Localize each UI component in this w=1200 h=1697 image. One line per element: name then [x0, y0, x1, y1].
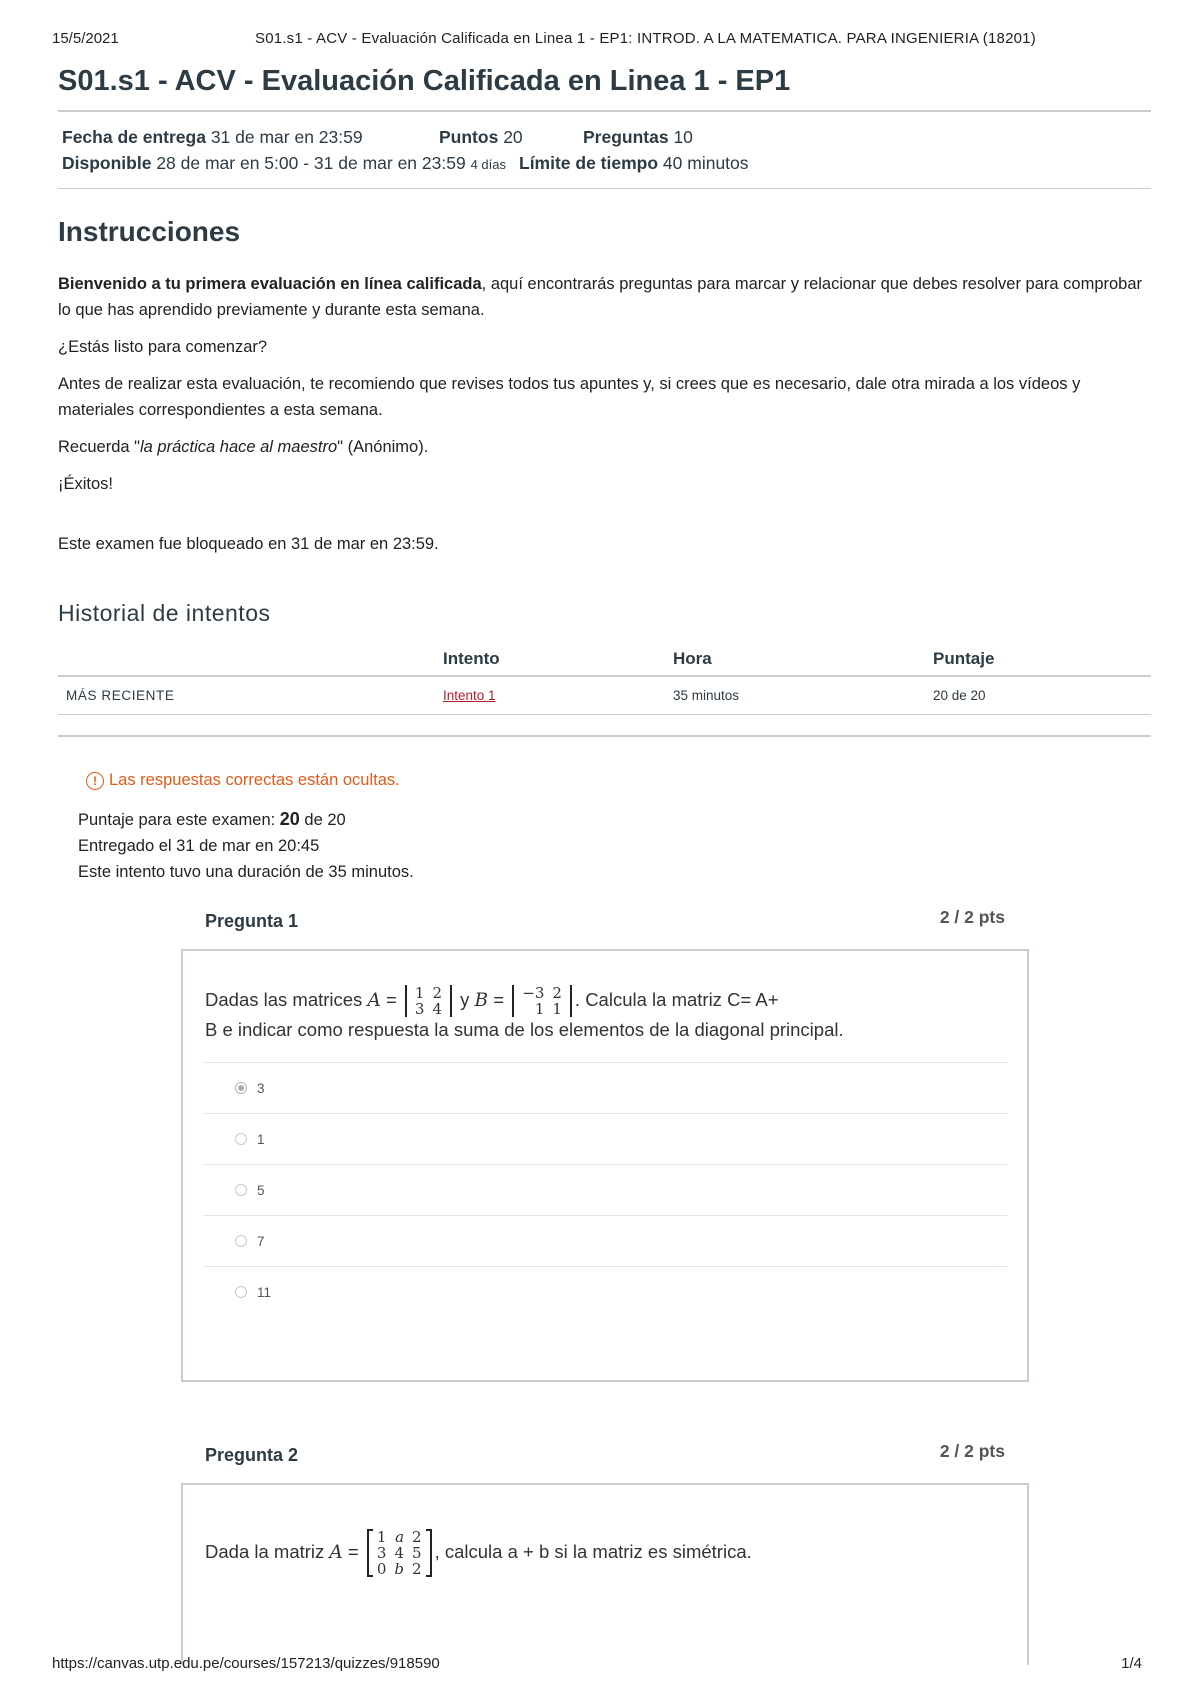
instructions-p4: Recuerda "la práctica hace al maestro" (Anónimo).	[58, 438, 429, 456]
col-header-time: Hora	[673, 643, 933, 676]
due-date: Fecha de entrega 31 de mar en 23:59	[62, 127, 363, 147]
question-2	[181, 1439, 1029, 1665]
hidden-answers-warning: ! Las respuestas correctas están ocultas.	[86, 771, 1151, 790]
radio-icon[interactable]	[235, 1235, 247, 1247]
print-doc-title: S01.s1 - ACV - Evaluación Calificada en Linea 1 - EP1: INTROD. A LA MATEMATICA. PARA INGENIERIA (18201)	[255, 30, 1036, 47]
question-points: 2 / 2 pts	[939, 1441, 1005, 1461]
submitted-line: Entregado el 31 de mar en 20:45	[78, 837, 320, 855]
question-1	[181, 905, 1029, 1382]
attempt-label: MÁS RECIENTE	[58, 676, 443, 715]
page-title: S01.s1 - ACV - Evaluación Calificada en Linea 1 - EP1	[58, 62, 1151, 112]
attempts-header-row	[58, 643, 1151, 676]
score-line: Puntaje para este examen: 20 de 20	[78, 809, 346, 829]
answer-option[interactable]: 7	[203, 1215, 1007, 1266]
quiz-details	[58, 112, 1151, 189]
answer-option[interactable]: 5	[203, 1164, 1007, 1215]
instructions-p2: ¿Estás listo para comenzar?	[58, 338, 268, 356]
history-heading: Historial de intentos	[58, 600, 271, 626]
instructions-p5: ¡Éxitos!	[58, 475, 114, 493]
instructions-heading: Instrucciones	[58, 216, 241, 247]
answer-list	[203, 1062, 1007, 1339]
availability: Disponible 28 de mar en 5:00 - 31 de mar en 23:59 4 días	[62, 153, 506, 173]
print-page-number: 1/4	[1121, 1655, 1142, 1672]
answer-option[interactable]: 11	[203, 1266, 1007, 1317]
instructions-p3: Antes de realizar esta evaluación, te recomiendo que revises todos tus apuntes y, si crees que es necesario, dale otra mirada a los vídeos y materiales correspondientes a esta semana.	[58, 375, 1081, 419]
print-date: 15/5/2021	[52, 30, 119, 47]
points: Puntos 20	[439, 127, 523, 147]
print-url: https://canvas.utp.edu.pe/courses/157213/quizzes/918590	[52, 1655, 440, 1672]
print-footer	[0, 1655, 1200, 1677]
time-limit: Límite de tiempo 40 minutos	[519, 153, 749, 173]
attempt-score: 20 de 20	[933, 676, 1151, 715]
matrix-a: 1 a 2 3 4 5 0 b 2	[367, 1529, 432, 1577]
col-header-score: Puntaje	[933, 643, 1151, 676]
instructions-body	[58, 271, 1151, 497]
answer-option[interactable]: 1	[203, 1113, 1007, 1164]
radio-icon[interactable]	[235, 1133, 247, 1145]
matrix-b: −3 2 1 1	[512, 985, 572, 1017]
duration-line: Este intento tuvo una duración de 35 minutos.	[78, 863, 414, 881]
question-text: Dadas las matrices A = 1 2 3 4 y B = −3 2 1 1 . Calcula la matriz C= A+ B e indicar como respuesta la suma de los elementos de la diagonal principal.	[205, 984, 844, 1040]
warning-icon: !	[86, 772, 104, 790]
matrix-a: 1 2 3 4	[405, 985, 452, 1017]
question-box	[181, 1483, 1029, 1665]
quiz-content	[58, 62, 1151, 885]
col-header-attempt: Intento	[443, 643, 673, 676]
attempt-link[interactable]: Intento 1	[443, 688, 496, 703]
answer-option[interactable]: 3	[203, 1062, 1007, 1113]
question-box	[181, 949, 1029, 1382]
col-header-label	[58, 643, 443, 676]
result-summary	[78, 806, 1151, 885]
attempts-table	[58, 643, 1151, 715]
question-name: Pregunta 1	[205, 911, 299, 931]
attempt-time: 35 minutos	[673, 676, 933, 715]
radio-selected-icon[interactable]	[235, 1082, 247, 1094]
question-points: 2 / 2 pts	[939, 907, 1005, 927]
radio-icon[interactable]	[235, 1286, 247, 1298]
question-text: Dada la matriz A = 1 a 2 3 4 5 0 b 2 , calcula a + b si la matriz es simétrica.	[205, 1528, 752, 1578]
locked-notice: Este examen fue bloqueado en 31 de mar en 23:59.	[58, 535, 439, 553]
table-row	[58, 676, 1151, 715]
radio-icon[interactable]	[235, 1184, 247, 1196]
print-header	[0, 30, 1200, 52]
divider	[58, 735, 1151, 737]
question-name: Pregunta 2	[205, 1445, 299, 1465]
questions-count: Preguntas 10	[583, 127, 693, 147]
instructions-p1: Bienvenido a tu primera evaluación en línea calificada, aquí encontrarás preguntas para marcar y relacionar que debes resolver para comprobar lo que has aprendido previamente y durante esta semana.	[58, 275, 1143, 319]
